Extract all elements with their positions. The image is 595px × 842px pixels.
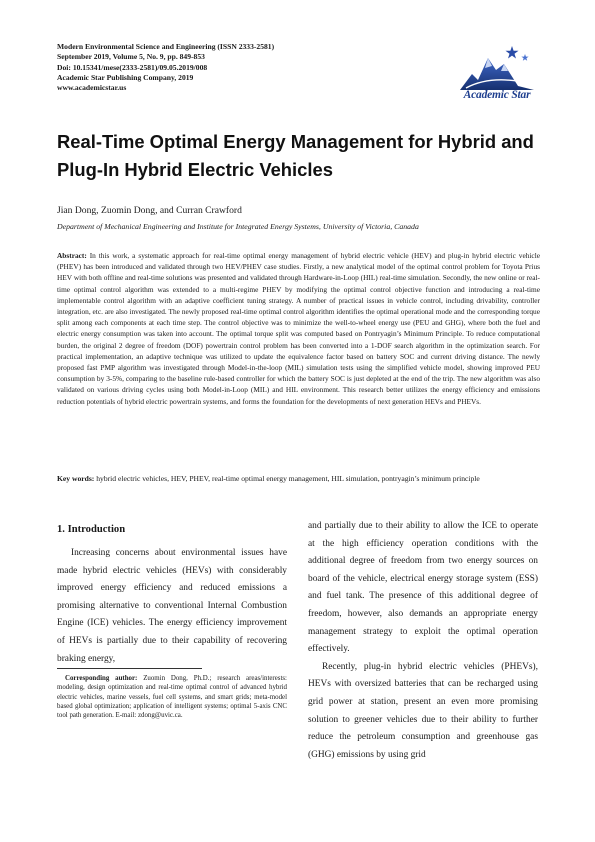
paper-title: Real-Time Optimal Energy Management for Hybrid and Plug-In Hybrid Electric Vehicles [57, 131, 534, 180]
footnote-label: Corresponding author: [65, 675, 138, 682]
left-column [57, 518, 287, 668]
author-affiliation: Department of Mechanical Engineering and Institute for Integrated Energy Systems, University of Victoria, Canada [57, 222, 419, 231]
abstract [57, 250, 540, 407]
mountain-star-icon [452, 44, 542, 94]
logo-text: Academic Star [463, 89, 531, 101]
introduction-paragraph-1: Increasing concerns about environmental issues have made hybrid electric vehicles (HEVs) with considerably improved energy efficiency and reduced emissions a promising alternative to conventional Internal Combustion Engine (ICE) vehicles. The energy efficiency improvement of HEVs is partially due to their capability of recovering braking energy, [57, 548, 287, 664]
section-heading-introduction: 1. Introduction [57, 524, 126, 535]
academic-star-logo [452, 44, 542, 108]
footnote-divider [57, 668, 202, 669]
journal-doi: Doi: 10.15341/mese(2333-2581)/09.05.2019/008 [57, 62, 208, 72]
right-column [308, 518, 538, 764]
abstract-label: Abstract: [57, 251, 87, 260]
author-list: Jian Dong, Zuomin Dong, and Curran Crawford [57, 205, 242, 216]
journal-name: Modern Environmental Science and Engineering (ISSN 2333-2581) [57, 42, 275, 51]
journal-publisher: Academic Star Publishing Company, 2019 [57, 72, 194, 82]
keywords [57, 473, 540, 484]
journal-website: www.academicstar.us [57, 83, 127, 93]
corresponding-author-footnote [57, 674, 287, 720]
journal-issue: September 2019, Volume 5, No. 9, pp. 849-853 [57, 52, 205, 62]
introduction-paragraph-1-continued: and partially due to their ability to allow the ICE to operate at the high efficiency operation conditions with the additional degree of freedom from two energy sources on board of the vehicle, electrical energy storage system (ESS) and fuel tank. The presence of this additional degree of freedom, however, also demands an appropriate energy management strategy to exploit the optimal operation effectively. [308, 521, 538, 655]
footnote-text: Zuomin Dong, Ph.D.; research areas/interests: modeling, design optimization and real-time optimal control of advanced hybrid electric vehicles, marine vessels, fuel cell systems, and smart grids; meta-model based global optimization; application of intelligent systems; optimal 5-axis CNC tool path generation. E-mail: zdong@uvic.ca. [57, 675, 287, 720]
introduction-paragraph-2: Recently, plug-in hybrid electric vehicles (PHEVs), HEVs with oversized batteries that can be recharged using grid power at station, present an even more promising solution to greener vehicles due to their ability to further reduce the petroleum consumption and greenhouse gas (GHG) emissions by using grid [308, 661, 538, 760]
abstract-text: In this work, a systematic approach for real-time optimal energy management of hybrid electric vehicle (HEV) and plug-in hybrid electric vehicle (PHEV) has been introduced and validated through two HEV/PHEV case studies. Firstly, a new analytical model of the optimal control problem for Toyota Prius HEV with both offline and real-time solutions was presented and validated through Hardware-in-Loop (HIL) real-time simulation. Secondly, the new online or real-time optimal control algorithm was extended to a multi-regime PHEV by modifying the optimal control objective function and introducing a real-time implementable control algorithm with an adaptive coefficient tuning strategy. A number of practical issues in vehicle control, including drivability, controller integration, etc. are also investigated. The newly proposed real-time optimal control algorithm identifies the optimal operational mode and the corresponding torque split among each components at each time step. The control objective was to minimize the well-to-wheel energy use (PEU and GHG), where both the fuel and electric energy consumption was taken into account. The optimal torque split was computed based on Pontryagin’s Minimum Principle. To reduce computational burden, the original 2 degree of freedom (DOF) powertrain control problem has been converted into a 1-DOF search algorithm in the optimization search. For practical implementation, an adaptive technique was utilized to update the equivalence factor based on battery SOC and current driving distance. The newly proposed fast PMP algorithm was investigated through Model-in-the-loop (MIL) simulation tests using the simplified vehicle model, showing improved PEU consumption by 3-5%, comparing to the baseline rule-based controller for which the battery SOC is just depleted at the end of the trip. The new algorithm was also validated on various driving cycles using both Model-in-Loop (MIL) and HIL environment. This research better utilizes the energy efficiency and emissions reduction potentials of hybrid electric powertrain systems, and forms the foundation for the developments of next generation HEVs and PHEVs. [57, 251, 540, 406]
journal-header [57, 42, 377, 93]
keywords-text: hybrid electric vehicles, HEV, PHEV, real-time optimal energy management, HIL simulation, pontryagin’s minimum principle [96, 474, 480, 483]
keywords-label: Key words: [57, 474, 95, 483]
